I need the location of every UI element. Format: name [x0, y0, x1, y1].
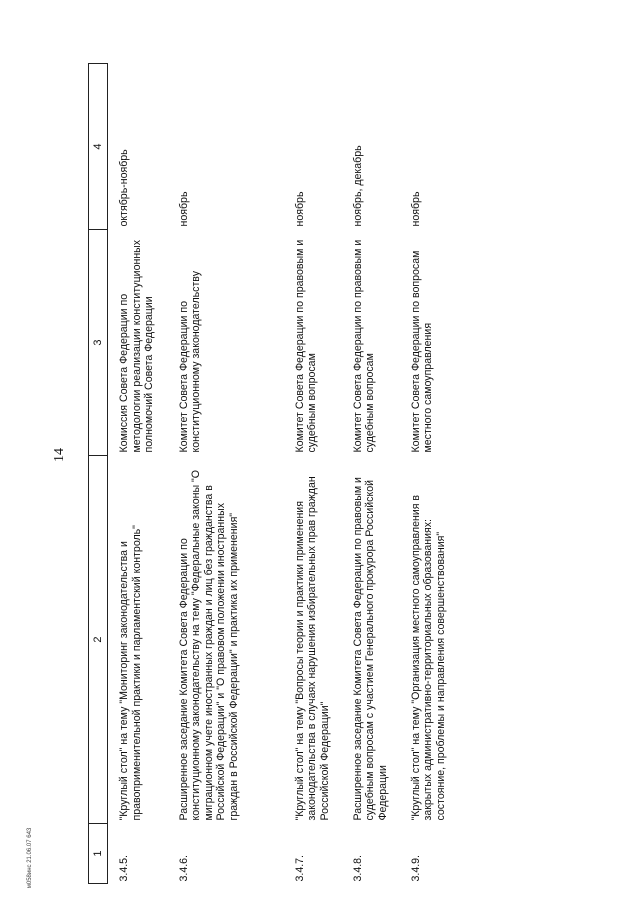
- plan-table: [88, 63, 490, 884]
- responsible-cell: Комиссия Совета Федерации по методологии реализации конституционных полномочий Совета Федерации: [118, 239, 155, 453]
- row-number: 3.4.9.: [409, 854, 422, 882]
- column-header-1: 1: [89, 824, 108, 884]
- period-cell: ноябрь, декабрь: [351, 145, 364, 227]
- responsible-cell: Комитет Совета Федерации по правовым и судебным вопросам: [351, 239, 376, 453]
- footer-code: м058инс 21.06.07 643: [27, 827, 33, 889]
- period-cell: ноябрь: [409, 191, 422, 227]
- table-row: [352, 64, 410, 884]
- event-cell: "Круглый стол" на тему "Мониторинг законодательства и правоприменительной практики и парламентский контроль": [118, 525, 143, 821]
- rotated-table-sheet: [88, 64, 552, 884]
- row-number: 3.4.7.: [293, 854, 306, 882]
- event-cell: "Круглый стол" на тему "Вопросы теории и практики применения законодательства в случаях нарушения избирательных прав граждан Российской Федерации": [293, 476, 331, 821]
- column-header-2: 2: [89, 456, 108, 824]
- table-row: [178, 64, 294, 884]
- event-cell: "Круглый стол" на тему "Организация местного самоуправления в закрытых административно-территориальных образованиях: состояние, проблемы и направления совершенствования": [409, 494, 447, 821]
- responsible-cell: Комитет Совета Федерации по конституционному законодательству: [177, 270, 202, 453]
- header-row: [89, 64, 108, 884]
- responsible-cell: Комитет Совета Федерации по правовым и судебным вопросам: [293, 239, 318, 453]
- period-cell: октябрь-ноябрь: [118, 149, 130, 227]
- column-header-4: 4: [89, 64, 108, 230]
- event-cell: Расширенное заседание Комитета Совета Федерации по конституционному законодательству на тему "Федеральные законы "О миграционном учете иностранных граждан и лиц без гражданства в Российской Федерации" и "О правовом положении иностранных граждан в Российской Федерации" и практика их применения": [177, 469, 240, 821]
- page-number: 14: [52, 448, 67, 462]
- event-cell: Расширенное заседание Комитета Совета Федерации по правовым и судебным вопросам с участием Генерального прокурора Российской Федерации: [351, 477, 389, 821]
- row-number: 3.4.8.: [351, 854, 364, 882]
- period-cell: ноябрь: [177, 191, 190, 227]
- table-row: [294, 64, 352, 884]
- column-header-3: 3: [89, 230, 108, 456]
- row-number: 3.4.6.: [177, 854, 190, 882]
- period-cell: ноябрь: [293, 191, 306, 227]
- responsible-cell: Комитет Совета Федерации по вопросам местного самоуправления: [409, 250, 434, 453]
- row-number: 3.4.5.: [118, 854, 130, 882]
- table-row: [108, 64, 178, 884]
- table-row: [410, 64, 490, 884]
